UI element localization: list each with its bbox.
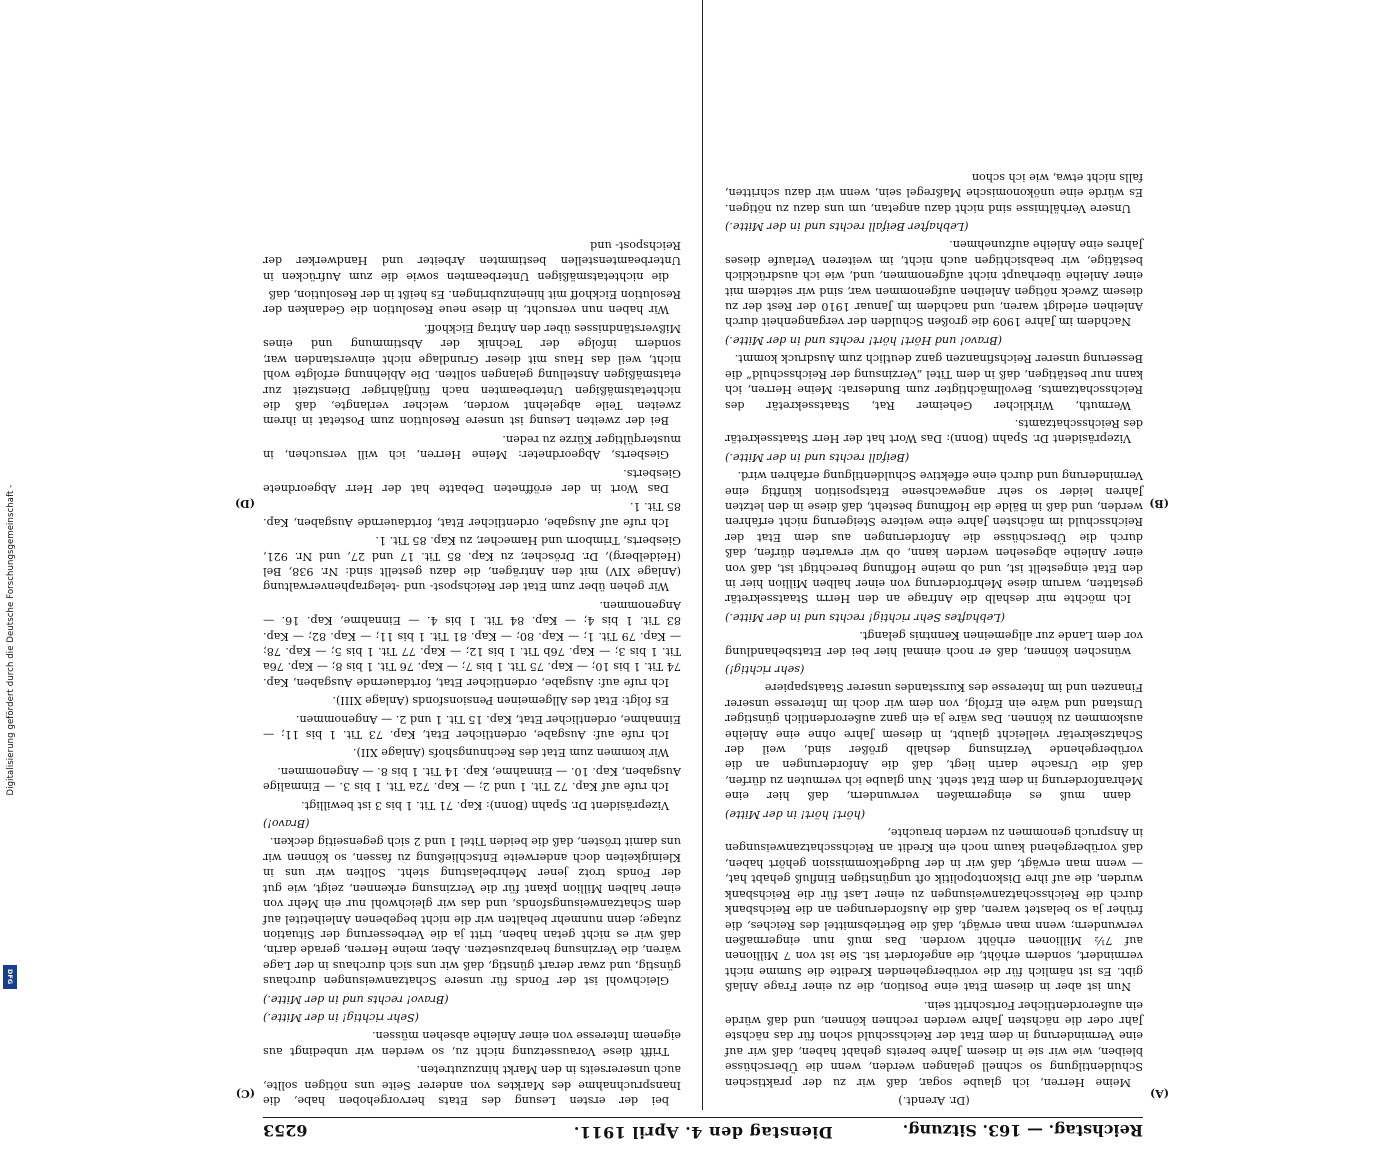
paragraph: bei der ersten Lesung des Etats hervorgehoben habe, die Inanspruchnahme des Marktes von anderer Seite uns nötigen sollte, auch unsererseits in den Markt hinzuzutreten. (262, 1063, 681, 1107)
paragraph: Wir kommen zum Etat des Rechnungshofs (Anlage XII). (352, 746, 669, 760)
paragraph: Meine Herren, ich glaube sogar, daß wir zu der praktischen Schuldentilgung so schnell gelangen werden, wenn die Überschüsse bleiben, wie wir sie in diesem Jahre bereits gehabt haben, daß wir auf eine Verminderung in dem Etat der Reichsschuld schon für das nächste Jahr oder die nächsten Jahre werden rechnen können, und daß würde ein außerordentlicher Fortschritt sein. (724, 998, 1143, 1089)
interjection: (Bravo! rechts und in der Mitte.) (262, 992, 449, 1006)
paragraph: Ich rufe auf Ausgabe, ordentlicher Etat, fortdauernde Ausgaben, Kap. 85 Tit. 1. (262, 500, 681, 529)
column-divider (702, 0, 703, 1110)
paragraph: Wir haben nun versucht, in diese neue Resolution die Gedanken der Resolution Eickhoff mit hineinzubringen. Es heißt in der Resolution, daß (262, 288, 681, 317)
interjection: (Lebhafter Beifall rechts und in der Mitte.) (724, 220, 969, 234)
paragraph: wünschen können, daß er noch einmal hier bei der Etatsbehandlung vor dem Lande zur allgemeinen Kenntnis gelangt. (724, 629, 1143, 658)
paragraph: Nun ist aber in diesem Etat eine Position, die zu einer Frage Anlaß gibt. Es ist nämlich für die vorübergehenden Kredite die Summe nicht vermindert, sondern erhöht, die angefordert ist. Sie ist von 7 Millionen auf 7½ Millionen erhöht worden. Das muß nun eingermaßen verwundern; wenn man erwägt, daß die Betriebsmittel des Reiches, die früher ja so belastet waren, daß die Ausforderungen an die Reichsbank durch die Reichsschatzanweisungen zu einer Last für die Reichsbank wurden, die auf ihre Diskontopolitik oft ungünstigen Einfluß gehabt hat, — wenn man erwägt, daß wir in der Budgetkommission gehört haben, daß vorübergehend kaum noch ein Kredit an Reichsschatzanweisungen in Anspruch genommen zu werden brauchte, (724, 826, 1143, 994)
paragraph: Ich rufe auf Kap. 72 Tit. 1 und 2; — Kap. 72a Tit. 1 bis 3. — Einmalige Ausgaben, Kap. 10. — Einnahme, Kap. 14 Tit. 1 bis 8. — Angenommen. (262, 764, 681, 794)
interjection: (Lebhaftes Sehr richtig! rechts und in der Mitte.) (724, 610, 1005, 624)
speaker-name: (Dr. Arendt.) (897, 1094, 970, 1107)
paragraph: Ich möchte mir deshalb die Anfrage an den Herrn Staatssekretär gestatten, warum diese Mehrforderung von einer halben Million hier in den Etat eingestellt ist, und ob meine Hoffnung berechtigt ist, daß von einer Anleihe abgesehen werden kann, ob wir erwarten dürfen, daß durch die Überschüsse die Anforderungen aus dem Etat der Reichsschuld im nächsten Jahre eine weitere Steigerung nicht erfahren werden, und daß in Bälde die Hoffnung besteht, daß diese in den letzten Jahren leider so sehr angewachsene Etatsposition künftig eine Verminderung und durch eine effektive Schuldentilgung erfahren wird. (724, 469, 1143, 606)
paragraph: Gleichwohl ist der Fonds für unsere Schatzanweisungen durchaus günstig, und zwar derart günstig, daß wir uns sich durchaus in der Lage wären, die Verzinsung herabzusetzen. Aber, meine Herren, gerade darin, daß wir es nicht getan haben, tritt ja die Verbesserung der Situation zutage; denn nunmehr behalten wir die nicht begebenen Anleihetitel auf dem Schatzanweisungsfonds, und das wir gleichwohl nur ein Mehr von einer halben Million pkant für die Verzinsung erkennen, zeigt, wie gut der Fonds trotz jener Mehrbelastung steht. Sollten wir uns in Kleinigkeiten doch anderweite Entschließung zu fassen, so können wir uns damit trösten, daß die beiden Titel 1 und 2 sich gegenseitig decken. (262, 835, 681, 988)
scanned-page (22, 0, 1383, 1142)
paragraph: Das Wort in der eröffneten Debatte hat der Herr Abgeordnete Giesberts. (262, 466, 681, 495)
margin-marker-d: (D) (234, 497, 255, 510)
paragraph: Wir gehen über zum Etat der Reichspost- und -telegraphenverwaltung (Anlage XIV) mit den Anträgen, die dazu gestellt sind: Nr. 938, Bel (Heidelberg), Dr. Dröscher, zu Kap. 85 Tit. 17 und 27, und Nr. 921, Giesberts, Trimborn und Hamecher, zu Kap. 85 Tit. 1. (262, 534, 681, 594)
paragraph: Unsere Verhältnisse sind nicht dazu angetan, um uns dazu zu nötigen. Es würde eine unökonomische Maßregel sein, wenn wir dazu schritten, falls nicht etwa, wie ich schon (724, 170, 1143, 215)
paragraph: Wermuth, Wirklicher Geheimer Rat, Staatssekretär des Reichsschatzamts, Bevollmächtigter zum Bundesrat: Meine Herren, ich kann nur bestätigen, daß in dem Titel „Verzinsung der Reichsschuld“ die Besserung unserer Reichsfinanzen ganz deutlich zum Ausdruck kommt. (724, 352, 1143, 412)
header-date: Dienstag den 4. April 1911. (572, 1123, 833, 1142)
paragraph: Bei der zweiten Lesung ist unsere Resolution zum Postetat in ihrem zweiten Teile abgelehnt worden, welcher verlangte, daß die nichtetatsmäßigen Unterbeamten nach fünfjähriger Dienstzeit zur etatsmäßigen Anstellung gelangen sollten. Die Ablehnung erfolgte wohl nicht, weil das Haus mit dieser Grundlage nicht einverstanden war, sondern infolge der Technik der Abstimmung und eines Mißverständnisses über den Antrag Eickhoff. (262, 321, 681, 428)
interjection: (sehr richtig!) (724, 663, 804, 677)
header-session: Reichstag. — 163. Sitzung. (902, 1121, 1143, 1140)
paragraph: Es folgt: Etat des Allgemeinen Pensionsfonds (Anlage XIII). (331, 694, 669, 708)
quotation: die nichtetatsmäßigen Unterbeamten sowie die zum Aufrücken in Unterbeamtenstellen bestimmten Arbeiter und Handwerker der Reichspost- und (262, 238, 681, 283)
margin-marker-b: (B) (1148, 497, 1169, 510)
left-text-column (725, 166, 1143, 1108)
interjection: (Bravo!) (262, 817, 310, 831)
paragraph: Ich rufe auf: Ausgabe, ordentlicher Etat, fortdauernde Ausgaben, Kap. 74 Tit. 1 bis 10; — Kap. 75 Tit. 1 bis 7; — Kap. 76 Tit. 1 bis 8; — Kap. 76a Tit. 1 bis 3; — Kap. 76b Tit. 1 bis 12; — Kap. 77 Tit. 1 bis 5; — Kap. 78; — Kap. 79 Tit. 1; — Kap. 80; — Kap. 81 Tit. 1 bis 11; — Kap. 82; — Kap. 83 Tit. 1 bis 4; — Kap. 84 Tit. 1 bis 4. — Einnahme, Kap. 16. — Angenommen. (262, 598, 681, 689)
interjection: (Sehr richtig! in der Mitte.) (262, 1010, 419, 1024)
header-page-number: 6253 (262, 1121, 308, 1140)
interjection: (Bravo! und Hört! hört! rechts und in der Mitte.) (724, 333, 1002, 347)
margin-marker-c: (C) (235, 1087, 255, 1100)
paragraph: Vizepräsident Dr. Spahn (Bonn): Das Wort hat der Herr Staatssekretär des Reichsschatzamts. (724, 416, 1143, 446)
paragraph: dann muß es eingermaßen verwundern, daß hier eine Mehranforderung in dem Etat steht. Nun glaube ich vermuten zu dürfen, daß die Ursache darin liegt, daß die Anforderungen an die vorübergehende Verzinsung deshalb größer sind, weil der Schatzsekretär vielleicht glaubt, in diesem Jahre ohne eine Anleihe auskommen zu können. Das wäre ja ein ganz außerordentlich günstiger Umstand und wäre ein Erfolg, von dem wir doch im Interesse unserer Finanzen und im Interesse des Kursstandes unserer Staatspapiere (724, 681, 1143, 803)
paragraph: Vizepräsident Dr. Spahn (Bonn): Kap. 71 Tit. 1 bis 3 ist bewilligt. (300, 798, 669, 812)
digitisation-credit-strip (0, 0, 22, 1000)
interjection: (Beifall rechts und in der Mitte.) (724, 450, 909, 464)
page-header (263, 1117, 1143, 1142)
interjection: (hört! hört! in der Mitte) (724, 807, 865, 821)
right-text-column (263, 234, 681, 1108)
paragraph: Ich rufe auf: Ausgabe, ordentlicher Etat, Kap. 73 Tit. 1 bis 11; — Einnahme, ordentlicher Etat, Kap. 15 Tit. 1 und 2. — Angenommen. (262, 712, 681, 742)
rotated-newspaper-page (223, 0, 1183, 1150)
paragraph: Giesberts, Abgeordneter: Meine Herren, ich will versuchen, in musterqültiger Kürze zu reden. (262, 432, 681, 462)
dfg-logo: DFG (3, 965, 17, 989)
margin-marker-a: (A) (1149, 1087, 1169, 1100)
digitisation-credit: Digitalisierung gefördert durch die Deutsche Forschungsgemeinschaft - (6, 484, 16, 796)
paragraph: Nachdem im Jahre 1909 die großen Schulden der vergangenheit durch Anleihen erledigt waren, und nachdem im Januar 1910 der Rest der zu diesem Zweck nötigen Anleihen aufgenommen war, sind wir seitdem mit einer Anleihe überhaupt nicht aufgenommen, und, wie ich ausdrücklich bestätige, wir beabsichtigen auch nicht, im weiteren Verlaufe dieses Jahres eine Anleihe aufzunehmen. (724, 238, 1143, 329)
paragraph: Trifft diese Voraussetzung nicht zu, so werden wir unbedingt aus eigenem Interesse von einer Anleihe absehen müssen. (262, 1029, 681, 1058)
